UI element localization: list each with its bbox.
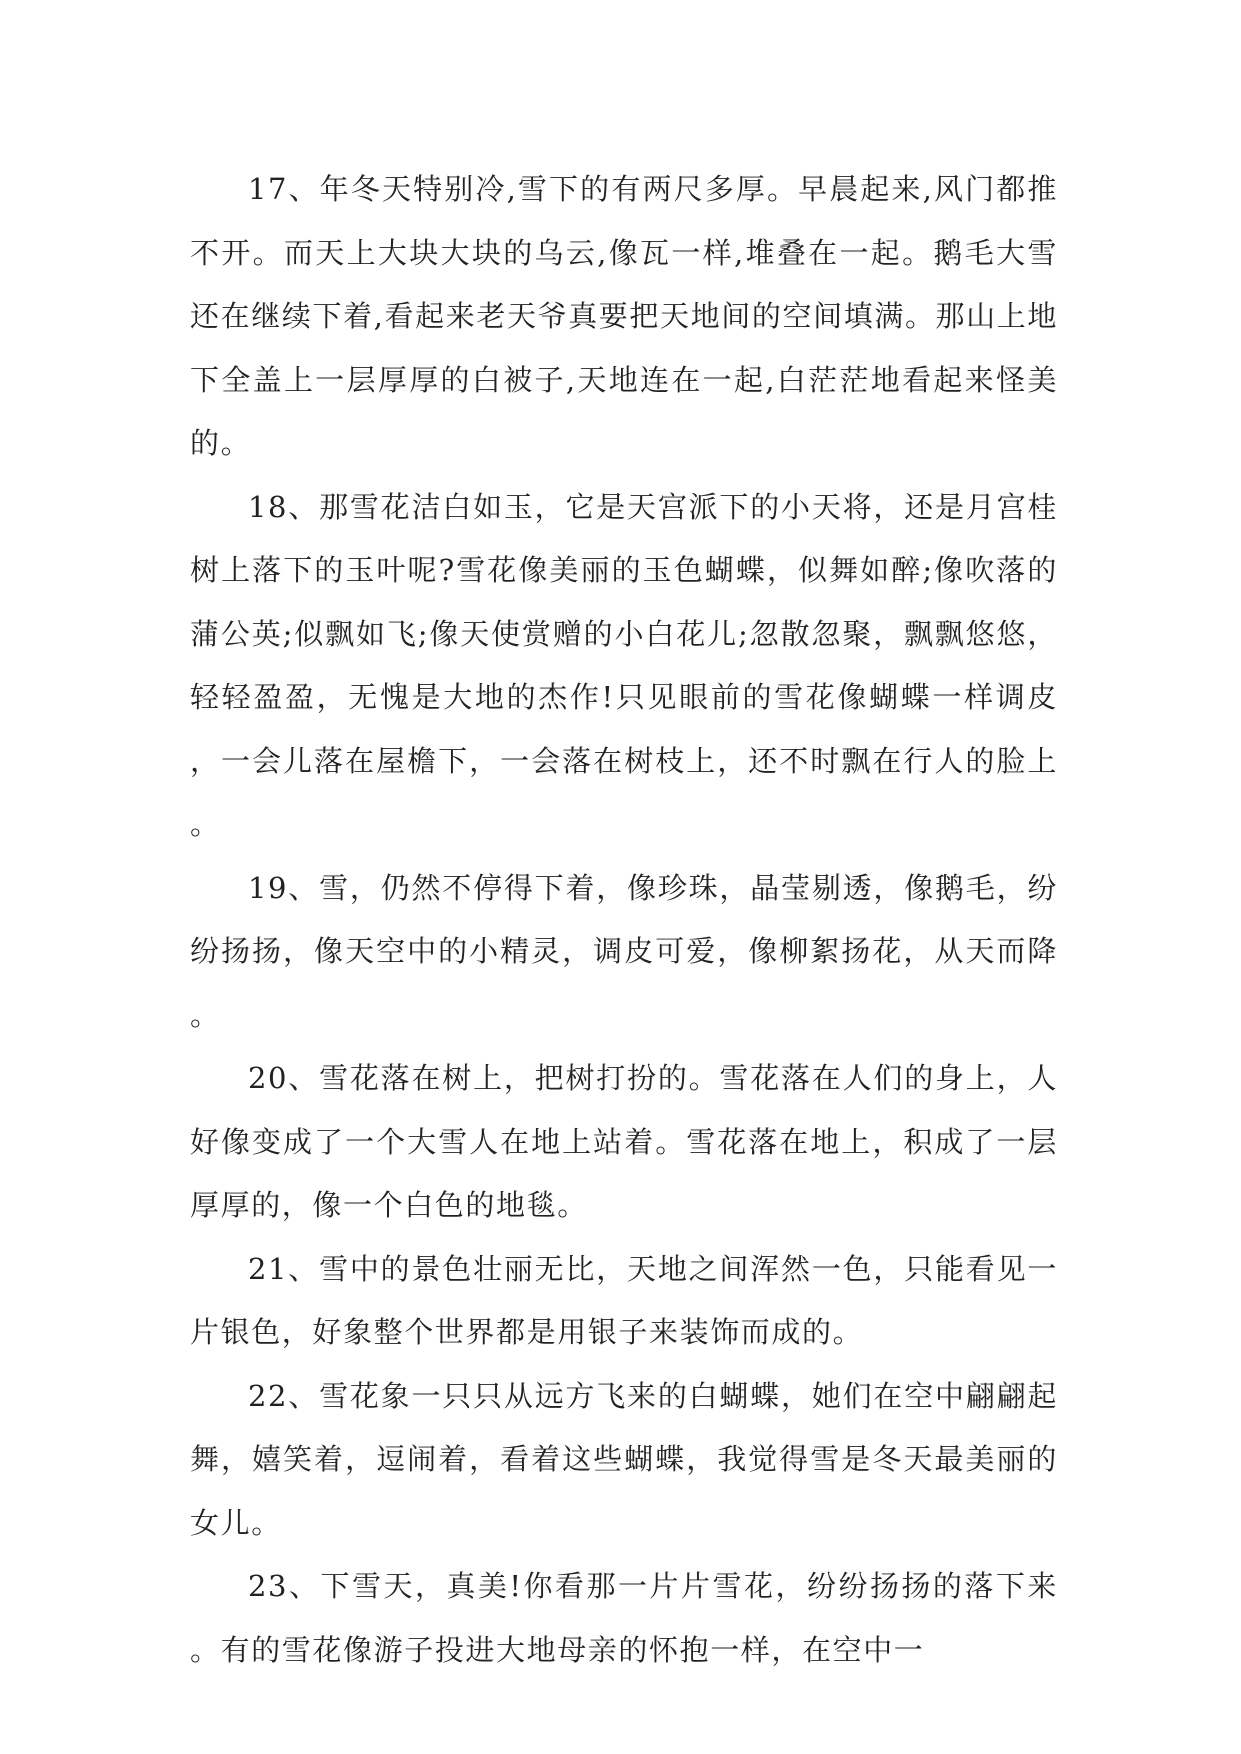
- paragraph-18: 18、那雪花洁白如玉，它是天宫派下的小天将，还是月宫桂树上落下的玉叶呢?雪花像美丽的玉色蝴蝶，似舞如醉;像吹落的蒲公英;似飘如飞;像天使赏赠的小白花儿;忽散忽聚，飘飘悠悠，轻轻盈盈，无愧是大地的杰作!只见眼前的雪花像蝴蝶一样调皮，一会儿落在屋檐下，一会落在树枝上，还不时飘在行人的脸上。: [190, 489, 1058, 841]
- paragraph-23: 23、下雪天，真美!你看那一片片雪花，纷纷扬扬的落下来。有的雪花像游子投进大地母亲的怀抱一样，在空中一: [190, 1569, 1058, 1667]
- paragraph-21: 21、雪中的景色壮丽无比，天地之间浑然一色，只能看见一片银色，好象整个世界都是用银子来装饰而成的。: [190, 1251, 1058, 1349]
- paragraph-22: 22、雪花象一只只从远方飞来的白蝴蝶，她们在空中翩翩起舞，嬉笑着，逗闹着，看着这些蝴蝶，我觉得雪是冬天最美丽的女儿。: [190, 1378, 1058, 1540]
- paragraph-20: 20、雪花落在树上，把树打扮的。雪花落在人们的身上，人好像变成了一个大雪人在地上站着。雪花落在地上，积成了一层厚厚的，像一个白色的地毯。: [190, 1061, 1058, 1222]
- paragraph-19: 19、雪，仍然不停得下着，像珍珠，晶莹剔透，像鹅毛，纷纷扬扬，像天空中的小精灵，调皮可爱，像柳絮扬花，从天而降。: [190, 870, 1058, 1032]
- paragraph-17: 17、年冬天特别冷,雪下的有两尺多厚。早晨起来,风门都推不开。而天上大块大块的乌云,像瓦一样,堆叠在一起。鹅毛大雪还在继续下着,看起来老天爷真要把天地间的空间填满。那山上地下全盖上一层厚厚的白被子,天地连在一起,白茫茫地看起来怪美的。: [190, 172, 1058, 460]
- document-body: [190, 158, 1058, 1682]
